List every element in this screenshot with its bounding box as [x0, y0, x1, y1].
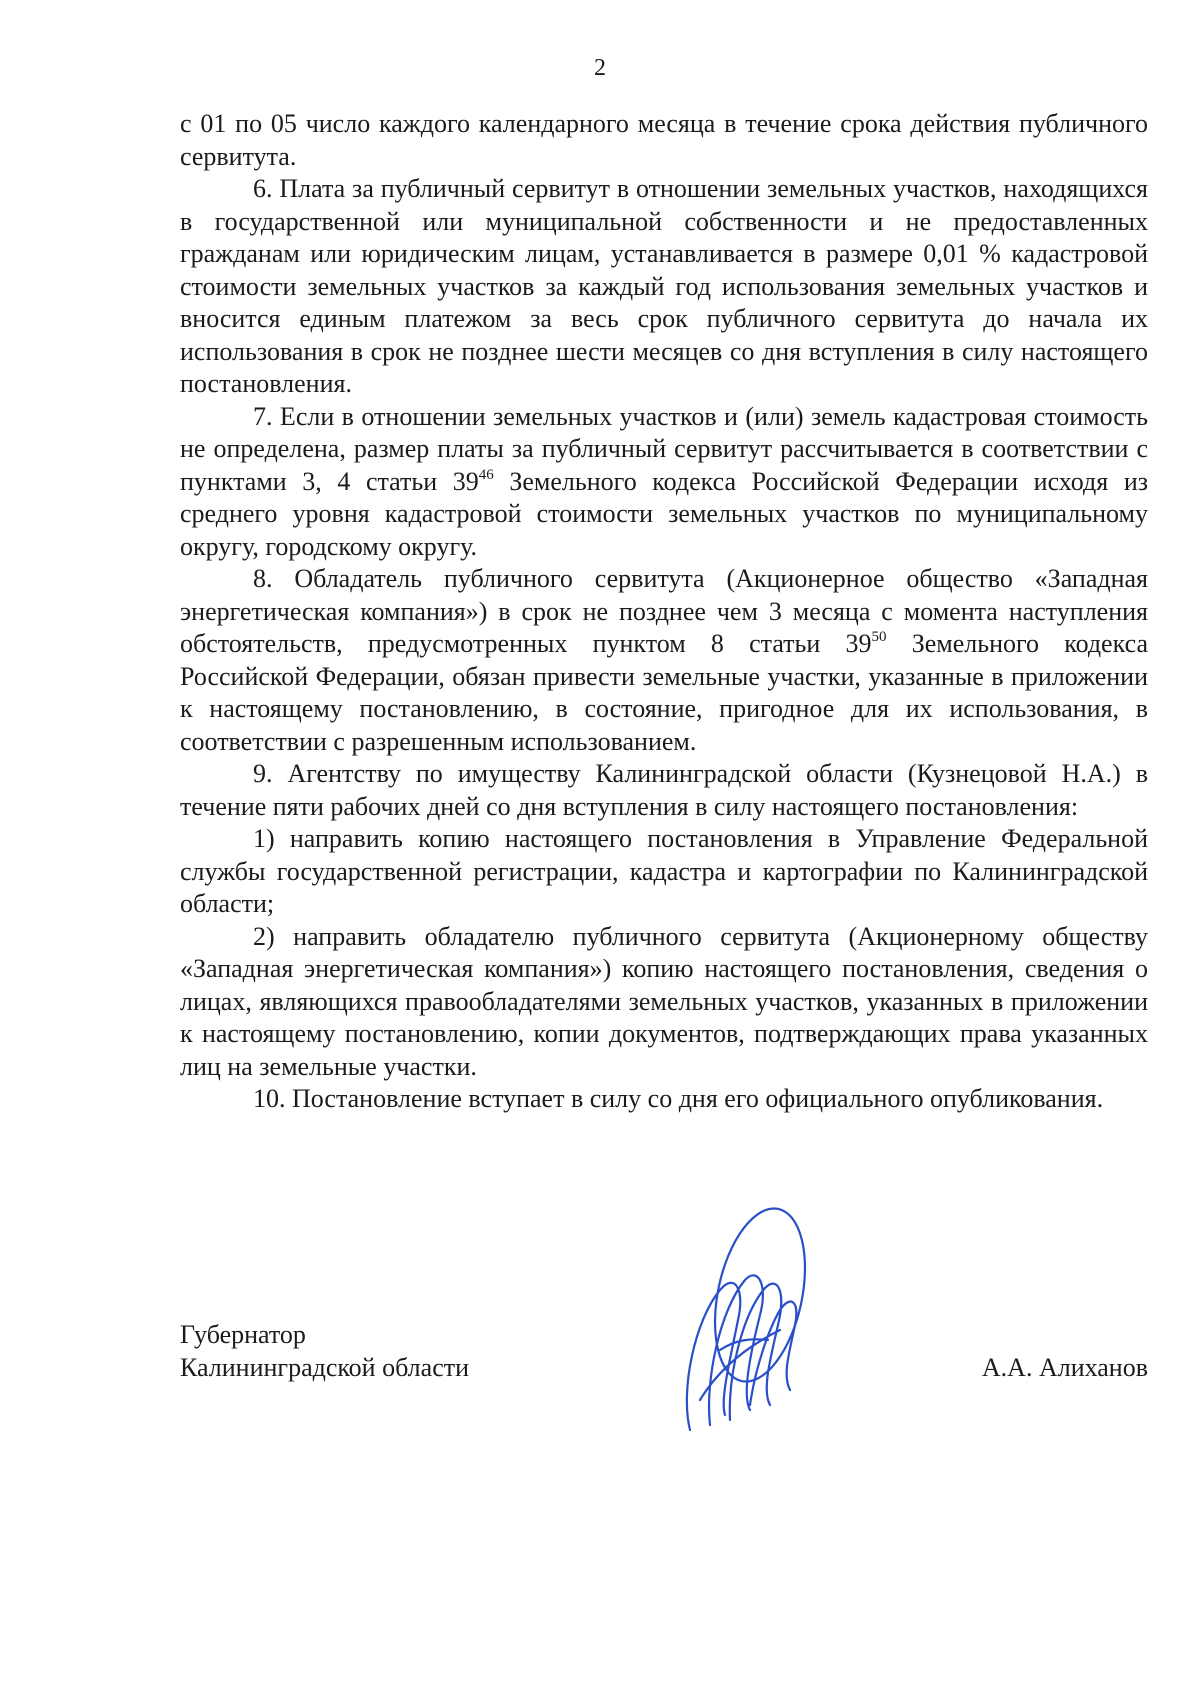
paragraph-8-text-b: Земельного кодекса Российской Федерации, обязан привести земельные участки, указанные в приложении к настоящему постановлению, в состояние, пригодное для их использования, в соответствии с разрешенным использованием. — [180, 629, 1148, 756]
paragraph-8-superscript: 50 — [871, 629, 887, 645]
paragraph-9-item-2: 2) направить обладателю публичного сервитута (Акционерному обществу «Западная энергетическая компания») копию настоящего постановления, сведения о лицах, являющихся правообладателями земельных участков, указанных в приложении к настоящему постановлению, копии документов, подтверждающих права указанных лиц на земельные участки. — [180, 921, 1148, 1081]
paragraph-7 — [180, 401, 1148, 564]
paragraph-8-text-a: 8. Обладатель публичного сервитута (Акционерное общество «Западная энергетическая компания») в срок не позднее чем 3 месяца с момента наступления обстоятельств, предусмотренных пунктом 8 статьи 39 — [180, 564, 1148, 658]
paragraph-10: 10. Постановление вступает в силу со дня его официального опубликования. — [253, 1084, 1104, 1113]
paragraph-7-text-b: Земельного кодекса Российской Федерации исходя из среднего уровня кадастровой стоимости земельных участков по муниципальному округу, городскому округу. — [180, 466, 1148, 561]
paragraph-8 — [180, 563, 1148, 758]
paragraph-6: 6. Плата за публичный сервитут в отношении земельных участков, находящихся в государственной или муниципальной собственности и не предоставленных гражданам или юридическим лицам, устанавливается в размере 0,01 % кадастровой стоимости земельных участков за каждый год использования земельных участков и вносится единым платежом за весь срок публичного сервитута до начала их использования в срок не позднее шести месяцев со дня вступления в силу настоящего постановления. — [180, 174, 1148, 398]
paragraph-9: 9. Агентству по имуществу Калининградской области (Кузнецовой Н.А.) в течение пяти рабочих дней со дня вступления в силу настоящего постановления: — [180, 759, 1148, 821]
paragraph-intro: с 01 по 05 число каждого календарного месяца в течение срока действия публичного сервитута. — [180, 109, 1148, 171]
signatory-position-line-1: Губернатор — [180, 1320, 306, 1349]
signature-stroke — [750, 1302, 796, 1405]
page-number: 2 — [594, 55, 606, 81]
signatory-position-line-2: Калининградской области — [180, 1353, 470, 1382]
paragraph-7-superscript: 46 — [478, 466, 494, 483]
paragraph-9-item-1: 1) направить копию настоящего постановления в Управление Федеральной службы государственной регистрации, кадастра и картографии по Калининградской области; — [180, 824, 1148, 918]
handwritten-signature — [650, 1200, 830, 1440]
signature-stroke — [730, 1284, 781, 1420]
paragraph-7-text-a: 7. Если в отношении земельных участков и (или) земель кадастровая стоимость не определена, размер платы за публичный сервитут рассчитывается в соответствии с пунктами 3, 4 статьи 39 — [180, 401, 1148, 496]
signatory-name: А.А. Алиханов — [981, 1353, 1148, 1382]
signatory-position — [180, 1318, 469, 1384]
document-body — [180, 108, 1148, 1116]
